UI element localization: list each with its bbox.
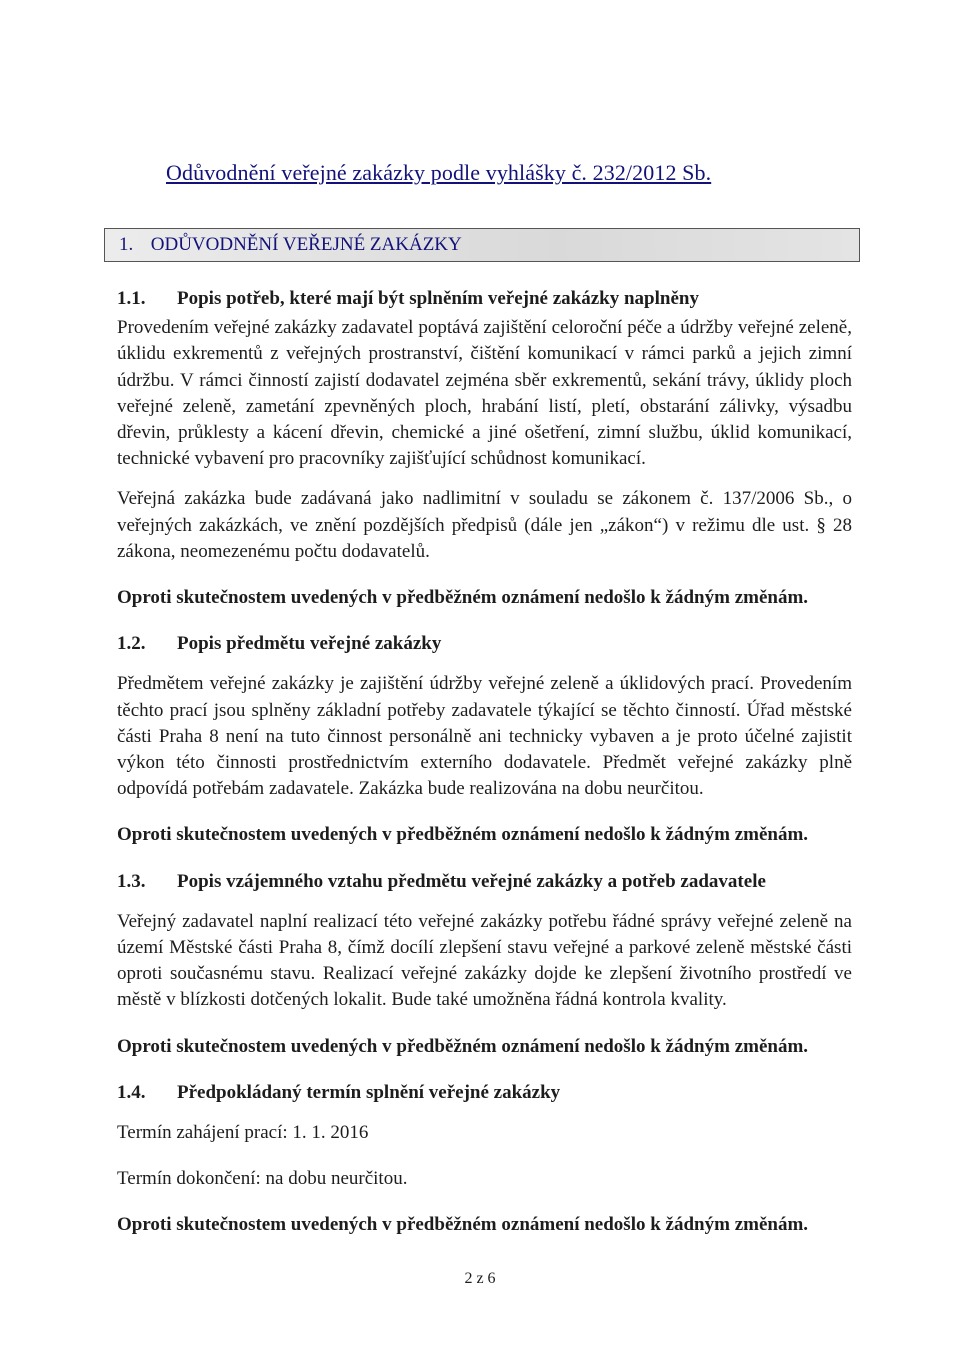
notice-statement: Oproti skutečnostem uvedených v předběžném oznámení nedošlo k žádným změnám. bbox=[117, 824, 809, 846]
paragraph: Předmětem veřejné zakázky je zajištění údržby veřejné zeleně a úklidových prací. Provedením těchto prací jsou splněny základní potřeby zadavatele týkající se těchto činností. Úřad městské části Praha 8 není na tuto činnost personálně ani technicky vybaven a je proto účelné zajistit výkon této činnosti prostřednictvím externího dodavatele. Předmět veřejné zakázky plně odpovídá potřebám zadavatele. Zakázka bude realizována na dobu neurčitou. bbox=[117, 673, 852, 800]
section-heading-1-4 bbox=[117, 1080, 852, 1106]
section-heading-1-2 bbox=[117, 631, 852, 657]
section-title: Popis potřeb, které mají být splněním veřejné zakázky naplněny bbox=[177, 288, 699, 309]
page-number: 2 z 6 bbox=[464, 1270, 496, 1287]
paragraph: Veřejný zadavatel naplní realizací této veřejné zakázky potřebu řádné správy veřejné zeleně na území Městské části Praha 8, čímž docílí zlepšení stavu veřejné a parkové zeleně městské části oproti současnému stavu. Realizací veřejné zakázky dojde ke zlepšení životního prostředí ve městě v blízkosti dotčených lokalit. Bude také umožněna řádná kontrola kvality. bbox=[117, 910, 852, 1011]
chapter-number: 1. bbox=[119, 234, 134, 255]
notice-statement: Oproti skutečnostem uvedených v předběžném oznámení nedošlo k žádným změnám. bbox=[117, 1035, 809, 1057]
chapter-heading-box bbox=[104, 228, 860, 262]
section-heading-1-1 bbox=[117, 286, 852, 312]
notice-statement: Oproti skutečnostem uvedených v předběžném oznámení nedošlo k žádným změnám. bbox=[117, 587, 809, 609]
section-number: 1.3. bbox=[117, 870, 146, 892]
section-number: 1.4. bbox=[117, 1081, 146, 1103]
section-title: Popis předmětu veřejné zakázky bbox=[177, 633, 442, 655]
section-heading-1-3 bbox=[117, 869, 852, 895]
end-date: Termín dokončení: na dobu neurčitou. bbox=[117, 1168, 408, 1190]
section-title: Popis vzájemného vztahu předmětu veřejné zakázky a potřeb zadavatele bbox=[177, 870, 766, 892]
paragraph: Veřejná zakázka bude zadávaná jako nadlimitní v souladu se zákonem č. 137/2006 Sb., o veřejných zakázkách, ve znění pozdějších předpisů (dále jen „zákon“) v režimu dle ust. § 28 zákona, neomezenému počtu dodavatelů. bbox=[117, 488, 852, 562]
paragraph: Provedením veřejné zakázky zadavatel poptává zajištění celoroční péče a údržby veřejné zeleně, úklidu exkrementů z veřejných prostranství, čištění komunikací v rámci parků a jejich zimní údržbu. V rámci činností zajistí dodavatel zejména sběr exkrementů, sekání trávy, úklidy ploch veřejné zeleně, zametání zpevněných ploch, hrabání listí, pletí, obstarání zálivky, výsadbu dřevin, průklesty a kácení dřevin, chemické a jiné ošetření, zimní službu, úklid komunikací, technické vybavení pro pracovníky zajišťující schůdnost komunikací. bbox=[117, 317, 852, 470]
chapter-label: ODŮVODNĚNÍ VEŘEJNÉ ZAKÁZKY bbox=[150, 234, 462, 255]
section-number: 1.2. bbox=[117, 633, 146, 655]
section-number: 1.1. bbox=[117, 288, 146, 309]
notice-statement: Oproti skutečnostem uvedených v předběžném oznámení nedošlo k žádným změnám. bbox=[117, 1214, 809, 1236]
document-body bbox=[117, 286, 852, 1239]
start-date: Termín zahájení prací: 1. 1. 2016 bbox=[117, 1122, 369, 1144]
section-title: Předpokládaný termín splnění veřejné zakázky bbox=[177, 1081, 561, 1103]
document-title: Odůvodnění veřejné zakázky podle vyhlášky č. 232/2012 Sb. bbox=[166, 160, 712, 185]
